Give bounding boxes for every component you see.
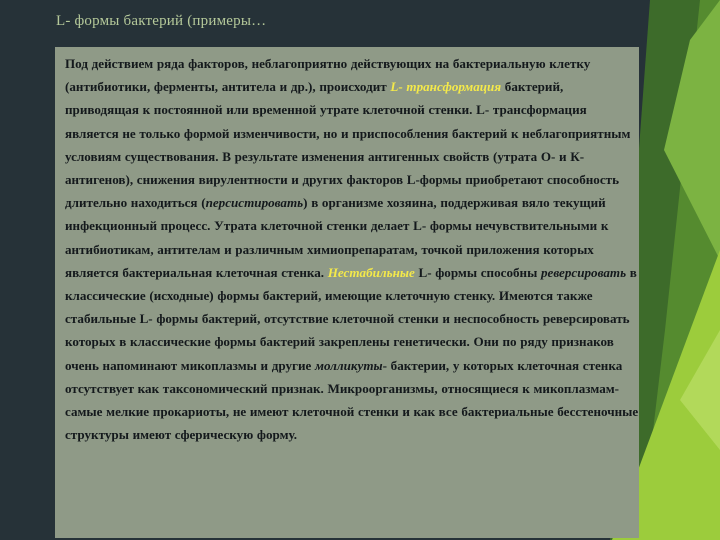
slide-title: L- формы бактерий (примеры… [56,13,267,29]
text-run: ) в организме хозяина, поддерживая вяло текущий инфекционный процесс. Утрата клеточной стенки делает L- формы нечувствительными к антибиотикам, антителам и различным химиопрепаратам, точкой приложения которых является бактериальная клеточная стенка. [65,195,609,280]
text-run: L- формы способны [414,264,541,280]
text-run: бактерий, приводящая к постоянной или временной утрате клеточной стенки. L- трансформация является не только формой изменчивости, но и приспособления бактерий к неблагоприятным условиям существования. В результате изменения антигенных свойств (утрата О- и К- антигенов), снижения вирулентности и других факторов L-формы приобретают способность длительно находиться ( [65,79,631,211]
text-box [55,47,639,538]
highlight-term-l-transformation: L- трансформация [390,79,502,95]
italic-term-mollicutes: молликуты [314,357,383,373]
text-run: в классические (исходные) формы бактерий, имеющие клеточную стенку. Имеются также стабильные L- формы бактерий, отсутствие клеточной стенки и неспособность реверсировать которых в классические формы бактерий закреплены генетически. Они по ряду признаков очень напоминают микоплазмы и другие [65,264,637,373]
italic-term-persist: персистировать [205,195,304,211]
body-paragraph [65,52,639,446]
italic-term-reverse: реверсировать [540,264,627,280]
text-run: - бактерии, у которых клеточная стенка отсутствует как таксономический признак. Микроорганизмы, относящиеся к микоплазмам- самые мелкие прокариоты, не имеют клеточной стенки и как все бактериальные бесстеночные структуры имеют сферическую форму. [65,357,639,443]
highlight-term-unstable: Нестабильные [327,264,415,280]
text-run: Под действием ряда факторов, неблагоприятно действующих на бактериальную клетку (антибиотики, ферменты, антитела и др.), происходит [65,56,591,95]
